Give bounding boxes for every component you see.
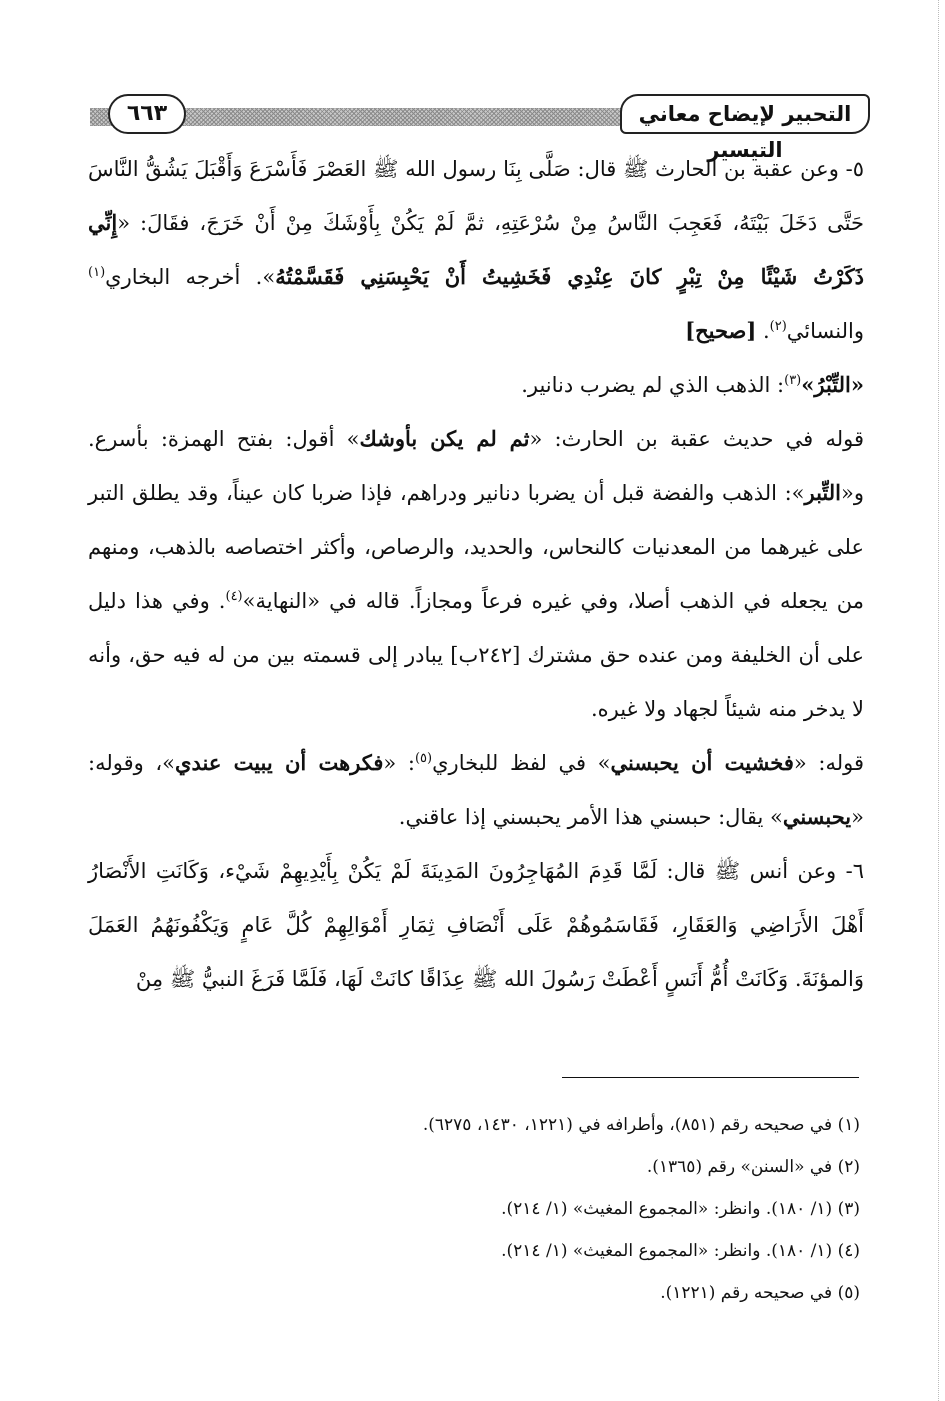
hadith-5: ٥- وعن عقبة بن الحارث ﷺ قال: صَلَّى بِنَا رسول الله ﷺ العَصْرَ فَأَسْرَعَ وَأَقْبَلَ يَشُقُّ النَّاسَ حَتَّى دَخَلَ بَيْتَهُ، فَعَجِبَ النَّاسُ مِنْ سُرْعَتِهِ، ثمَّ لَمْ يَكُنْ بِأَوْشَكَ مِنْ أَنْ خَرَجَ، فقَالَ: «إِنِّي ذَكَرْتُ شَيْئًا مِنْ تِبْرٍ كانَ عِنْدِي فَخَشِيتُ أَنْ يَحْبِسَنِي فَقَسَّمْتُهُ». أخرجه البخاري$^{(١)}$ والنسائي$^{(٢)}$. [صحيح] [88, 157, 864, 343]
main-text [88, 142, 864, 1006]
footnote-ref-3[interactable]: (٣) [784, 373, 802, 388]
page-number: ٦٦٣ [108, 94, 186, 134]
footnote-5: (٥) في صحيحه رقم (١٢٢١). [660, 1283, 860, 1303]
footnote-ref-1[interactable]: (١) [88, 265, 106, 280]
footnotes [88, 1104, 860, 1314]
footnote-ref-5[interactable]: (٥) [414, 751, 433, 766]
hadith-5-quote: إِنِّي ذَكَرْتُ شَيْئًا مِنْ تِبْرٍ كانَ عِنْدِي فَخَشِيتُ أَنْ يَحْبِسَنِي فَقَسَّمْتُهُ [88, 210, 864, 289]
footnote-ref-4[interactable]: (٤) [225, 589, 243, 604]
footnote-4: (٤) (١/ ١٨٠). وانظر: «المجموع المغيث» (١/ ٢١٤). [501, 1241, 860, 1261]
hadith-6: ٦- وعن أنس ﷺ قال: لَمَّا قَدِمَ المُهَاجِرُونَ المَدِينَةَ لَمْ يَكُنْ بِأَيْدِيهِمْ شَيْء، وَكَانَتِ الأَنْصَارُ أَهْلَ الأَرَاضِي وَالعَقَارِ، فَقَاسَمُوهُمْ عَلَى أَنْصَافِ ثِمَارِ أَمْوَالِهِمْ كُلَّ عَامٍ وَيَكْفُونَهُمُ العَمَلَ وَالمؤنَةَ. وَكَانَتْ أُمُّ أَنَسٍ أَعْطَتْ رَسُولَ الله ﷺ عِذَاقًا كانَتْ لَهَا، فَلَمَّا فَرَغَ النبيُّ ﷺ مِنْ [88, 859, 864, 991]
footnote-1: (١) في صحيحه رقم (٨٥١)، وأطرافه في (١٢٢١، ١٤٣٠، ٦٢٧٥). [422, 1115, 860, 1135]
hadith-grade: [صحيح] [685, 318, 757, 343]
running-header [90, 92, 870, 162]
footnote-separator [562, 1077, 859, 1078]
gloss-tibr: «التِّبْرُ»$^{(٣)}$: الذهب الذي لم يضرب دنانير. [521, 372, 864, 397]
footnote-2: (٢) في «السنن» رقم (١٣٦٥). [646, 1157, 860, 1177]
scan-edge [938, 0, 945, 1401]
footnote-ref-2[interactable]: (٢) [769, 319, 787, 334]
book-title: التحبير لإيضاح معاني التيسير [620, 94, 870, 134]
commentary-2: قوله: «فخشيت أن يحبسني» في لفظ للبخاري$^{(٥)}$: «فكرهت أن يبيت عندي»، وقوله: «يحبسني» يقال: حبسني هذا الأمر يحبسني إذا عاقني. [88, 750, 864, 829]
commentary-1: قوله في حديث عقبة بن الحارث: «ثم لم يكن بأوشك» أقول: بفتح الهمزة: بأسرع. و«التِّبر»: الذهب والفضة قبل أن يضربا دنانير ودراهم، فإذا ضربا كان عيناً، وقد يطلق التبر على غيرهما من المعدنيات كالنحاس، والحديد، والرصاص، وأكثر اختصاصه بالذهب، ومنهم من يجعله في الذهب أصلا، وفي غيره فرعاً ومجازاً. قاله في «النهاية»$^{(٤)}$. وفي هذا دليل على أن الخليفة ومن عنده حق مشترك [٢٤٢ب] يبادر إلى قسمته بين من له فيه حق، وأنه لا يدخر منه شيئاً لجهاد ولا غيره. [88, 426, 864, 721]
footnote-3: (٣) (١/ ١٨٠). وانظر: «المجموع المغيث» (١/ ٢١٤). [501, 1199, 860, 1219]
